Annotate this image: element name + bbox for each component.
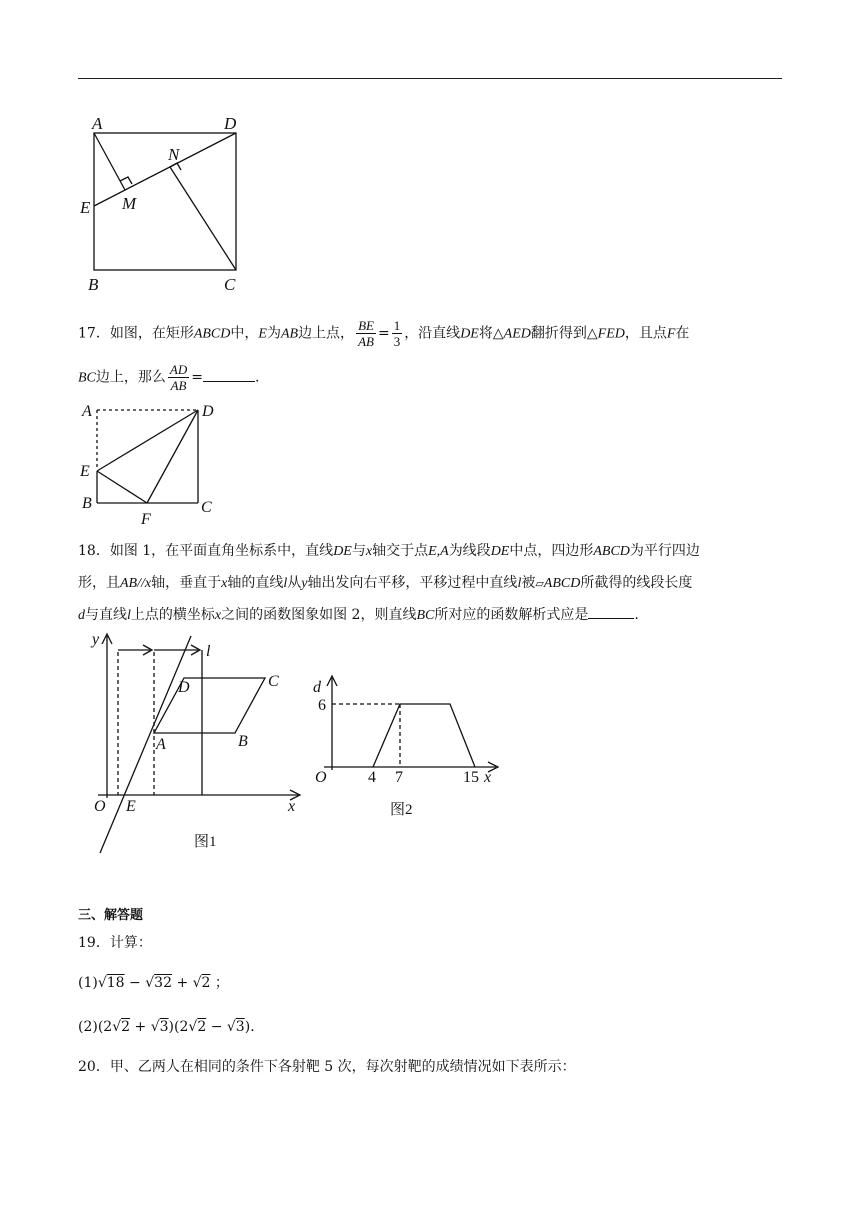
q18-math: l bbox=[127, 608, 131, 623]
q18-math: ABCD bbox=[543, 576, 581, 591]
q17-text: 中， bbox=[230, 325, 259, 342]
question-19-part2: (2)(2√2 + √3)(2√2 − √3)． bbox=[78, 1019, 265, 1035]
label-e: E bbox=[126, 798, 136, 815]
label-c: C bbox=[201, 499, 212, 516]
punctuation: ． bbox=[250, 1019, 265, 1035]
label-b: B bbox=[82, 495, 92, 512]
q18-math: l bbox=[517, 576, 522, 591]
q18-text: 与直线 bbox=[85, 607, 127, 623]
tick-6: 6 bbox=[318, 697, 326, 714]
q17-math: E bbox=[258, 326, 267, 342]
q17-math: AED bbox=[503, 326, 531, 342]
answer-blank bbox=[203, 367, 255, 382]
question-18-line2 bbox=[78, 572, 782, 595]
label-d: D bbox=[202, 403, 214, 420]
part-label: (2) bbox=[78, 1019, 98, 1035]
q20-number: 20． bbox=[78, 1059, 110, 1075]
punctuation: ； bbox=[214, 975, 229, 991]
radicand: 3 bbox=[159, 1019, 169, 1035]
line-nc bbox=[170, 167, 236, 270]
fraction-one-third bbox=[392, 318, 403, 349]
q17-text: 将△ bbox=[478, 325, 504, 342]
q18-text: 轴交于点 bbox=[372, 543, 429, 559]
expr: (2 bbox=[97, 1019, 113, 1035]
line-ed bbox=[94, 133, 236, 206]
q18-text: 被 bbox=[521, 575, 536, 591]
label-d: D bbox=[178, 679, 190, 696]
q17-text: 为 bbox=[266, 325, 281, 342]
label-a: A bbox=[156, 736, 166, 753]
question-19-part1: (1)√18 − √32 + √2 ； bbox=[78, 975, 229, 991]
rect-abcd bbox=[94, 133, 236, 270]
q18-math: E,A bbox=[428, 544, 449, 559]
label-d: d bbox=[313, 679, 321, 696]
figure-17 bbox=[78, 398, 238, 528]
parallelogram-symbol: ▱ bbox=[535, 577, 544, 590]
question-17-line2 bbox=[78, 362, 782, 393]
label-o: O bbox=[315, 769, 327, 786]
fraction-denominator: AB bbox=[170, 378, 187, 393]
label-l: l bbox=[206, 643, 211, 660]
q18-math: x bbox=[214, 608, 222, 623]
q17-math: F bbox=[666, 326, 676, 342]
label-b: B bbox=[238, 733, 248, 750]
q18-math: x bbox=[221, 576, 228, 591]
label-f: F bbox=[141, 511, 151, 528]
line-de bbox=[100, 636, 191, 853]
question-17 bbox=[78, 318, 782, 349]
q17-text: ，沿直线 bbox=[404, 325, 461, 342]
label-b: B bbox=[88, 275, 99, 294]
question-18-line3 bbox=[78, 604, 782, 627]
caption-fig1: 图1 bbox=[194, 834, 217, 850]
q18-text: 上点的横坐标 bbox=[130, 607, 215, 623]
radicand: 2 bbox=[121, 1019, 131, 1035]
label-x: x bbox=[484, 769, 492, 786]
q17-math: FED bbox=[597, 326, 625, 342]
label-e: E bbox=[80, 463, 90, 480]
fraction-numerator: AD bbox=[169, 362, 188, 377]
q18-text: 从 bbox=[287, 575, 302, 591]
q18-math: BC bbox=[416, 608, 435, 623]
q19-text: 计算： bbox=[109, 935, 152, 951]
q18-number: 18． bbox=[78, 543, 110, 559]
caption-fig2: 图2 bbox=[390, 802, 413, 818]
question-18 bbox=[78, 540, 782, 563]
q17-math: ABCD bbox=[193, 326, 231, 342]
label-o: O bbox=[94, 798, 106, 815]
q17-text: 翻折得到△ bbox=[530, 325, 598, 342]
label-a: A bbox=[92, 114, 103, 133]
q17-math: AB bbox=[280, 326, 299, 342]
label-d: D bbox=[224, 114, 237, 133]
part-label: (1) bbox=[78, 975, 98, 991]
header-rule bbox=[78, 78, 782, 79]
tick-7: 7 bbox=[395, 769, 403, 786]
figure-18-2 bbox=[310, 672, 510, 822]
q19-number: 19． bbox=[78, 935, 110, 951]
q18-math: DE bbox=[333, 544, 352, 559]
line-ed bbox=[97, 410, 198, 471]
q17-text: 边上点， bbox=[298, 325, 355, 342]
q17-math: DE bbox=[460, 326, 479, 342]
line-ef bbox=[97, 471, 147, 503]
q17-text: 边上，那么 bbox=[95, 369, 166, 386]
q18-text: 为线段 bbox=[448, 543, 491, 559]
question-20 bbox=[78, 1056, 782, 1078]
q17-text: ，且点 bbox=[624, 325, 667, 342]
radicand: 2 bbox=[201, 975, 211, 991]
radicand: 3 bbox=[235, 1019, 245, 1035]
q18-math: AB// bbox=[120, 576, 145, 591]
graph-trapezoid bbox=[373, 704, 475, 767]
q18-math: l bbox=[283, 576, 288, 591]
label-n: N bbox=[168, 145, 180, 164]
fraction-be-ab bbox=[356, 318, 376, 349]
operator: + bbox=[134, 1019, 147, 1035]
label-m: M bbox=[122, 194, 137, 213]
answer-blank bbox=[588, 604, 634, 619]
q20-text: 甲、乙两人在相同的条件下各射靶 5 次，每次射靶的成绩情况如下表所示： bbox=[109, 1059, 576, 1075]
q17-end: . bbox=[254, 369, 260, 386]
radicand: 32 bbox=[154, 975, 172, 991]
label-a: A bbox=[82, 403, 92, 420]
q18-text: 为平行四边 bbox=[629, 543, 700, 559]
fraction-numerator: BE bbox=[358, 318, 374, 333]
equals-sign: = bbox=[377, 325, 390, 342]
q18-math: x bbox=[365, 544, 373, 559]
label-c: C bbox=[224, 275, 236, 294]
fraction-denominator: AB bbox=[358, 334, 374, 349]
q17-number: 17． bbox=[78, 325, 110, 342]
equals-sign: = bbox=[191, 369, 203, 386]
q18-text: 所截得的线段长度 bbox=[580, 575, 693, 591]
expr: ) bbox=[244, 1019, 251, 1035]
expr: )(2 bbox=[168, 1019, 189, 1035]
q18-math: y bbox=[301, 576, 308, 591]
q17-text: 如图，在矩形 bbox=[109, 325, 194, 342]
section-title: 三、解答题 bbox=[78, 908, 144, 923]
q18-text: 与 bbox=[351, 543, 366, 559]
radicand: 18 bbox=[106, 975, 125, 991]
q17-math: BC bbox=[78, 370, 96, 386]
q18-text: 轴出发向右平移，平移过程中直线 bbox=[307, 575, 518, 591]
q18-text: 轴，垂直于 bbox=[151, 575, 222, 591]
q17-text: 在 bbox=[675, 325, 690, 342]
fraction-denominator: 3 bbox=[393, 334, 401, 349]
figure-16 bbox=[78, 110, 258, 300]
q18-end: . bbox=[634, 607, 639, 623]
figure-18-1 bbox=[88, 630, 318, 860]
line-fd bbox=[147, 410, 198, 503]
parallelogram-abcd bbox=[154, 678, 265, 733]
q18-math: ABCD bbox=[593, 544, 630, 559]
q18-text: 中点，四边形 bbox=[509, 543, 594, 559]
q18-math: d bbox=[78, 608, 85, 623]
label-c: C bbox=[268, 673, 279, 690]
operator: − bbox=[210, 1019, 223, 1035]
tick-15: 15 bbox=[463, 769, 479, 786]
label-x: x bbox=[288, 798, 296, 815]
q18-text: 形，且 bbox=[78, 575, 120, 591]
q18-math: DE bbox=[490, 544, 510, 559]
label-e: E bbox=[80, 198, 91, 217]
question-19 bbox=[78, 932, 782, 954]
q18-text: 轴的直线 bbox=[227, 575, 284, 591]
radicand: 2 bbox=[197, 1019, 207, 1035]
q18-text: 所对应的函数解析式应是 bbox=[434, 607, 589, 623]
operator: − bbox=[129, 975, 141, 991]
operator: + bbox=[176, 975, 189, 991]
q18-math: x bbox=[144, 576, 152, 591]
fraction-numerator: 1 bbox=[393, 318, 401, 333]
label-y: y bbox=[92, 631, 100, 648]
q18-text: 如图 1，在平面直角坐标系中，直线 bbox=[109, 543, 334, 559]
fraction-ad-ab bbox=[168, 362, 189, 393]
q18-text: 之间的函数图象如图 2，则直线 bbox=[221, 607, 417, 623]
tick-4: 4 bbox=[368, 769, 376, 786]
